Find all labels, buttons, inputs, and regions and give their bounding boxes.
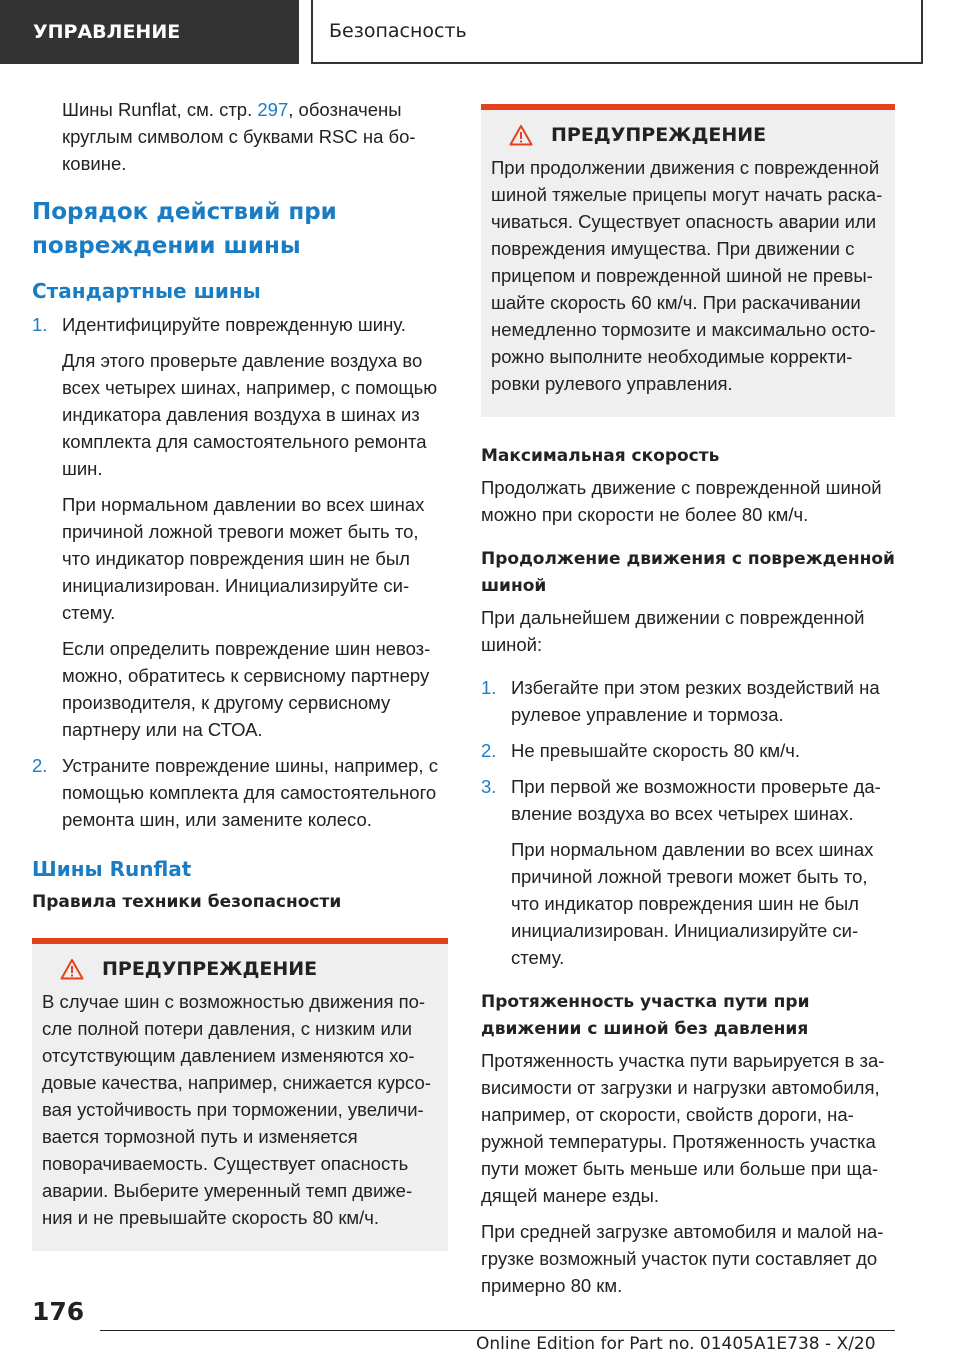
- warning-text: При продолжении движения с поврежденной шиной тяжелые прицепы могут начать раска‐чиваться. Существует опасность аварии или повреждения имущества. При движении с прицепом и поврежденной шиной не превы‐шайте скорость 60 км/ч. При раскачивании немедленно тормозите и максимально осто‐рожно выполните необходимые корректи‐ровки рулевого управления.: [491, 157, 883, 394]
- list-number: 2.: [481, 740, 497, 761]
- list-item: [481, 773, 895, 971]
- heading-tire-damage: Порядок действий при повреждении шины: [32, 199, 337, 259]
- list-number: 1.: [32, 314, 48, 335]
- list-item: [32, 311, 448, 743]
- footer-divider: [100, 1330, 895, 1331]
- warning-title: [491, 124, 885, 146]
- range-text: При средней загрузке автомобиля и малой на‐грузке возможный участок пути составляет до примерно 80 км.: [481, 1221, 884, 1296]
- list-item: [32, 752, 448, 833]
- step-text: Устраните повреждение шины, например, с помощью комплекта для самостоятельного ремонта шин, или замените колесо.: [62, 755, 438, 830]
- warning-title: [42, 958, 438, 980]
- runflat-intro: Шины Runflat, см. стр. 297, обозначены круглым символом с буквами RSC на бо‐ковине.: [62, 99, 416, 174]
- list-number: 3.: [481, 776, 497, 797]
- warning-box: [32, 938, 448, 1251]
- section-header: УПРАВЛЕНИЕ: [0, 0, 299, 64]
- range-text: Протяженность участка пути варьируется в за‐висимости от загрузки и нагрузки автомобиля, например, от скорости, свойств дороги, на‐ружной температуры. Протяженность участка пути может быть меньше или больше при ща‐дящей манере езды.: [481, 1050, 885, 1206]
- page-link[interactable]: 297: [257, 99, 289, 120]
- max-speed-text: Продолжать движение с поврежденной шиной можно при скорости не более 80 км/ч.: [481, 477, 882, 525]
- list-number: 2.: [32, 755, 48, 776]
- step-text: При первой же возможности проверьте да‐вление воздуха во всех четырех шинах.: [511, 776, 881, 824]
- continue-steps: [481, 674, 895, 971]
- footer-edition: Online Edition for Part no. 01405A1E738 - X/20: [476, 1334, 876, 1354]
- page-number: 176: [32, 1297, 85, 1326]
- warning-text: В случае шин с возможностью движения по‐сле полной потери давления, с низким или отсутствующим давлением изменяются хо‐довые качества, например, снижается курсо‐вая устойчивость при торможении, увеличи‐вается тормозной путь и изменяется поворачиваемость. Существует опасность аварии. Выберите умеренный темп движе‐ния и не превышайте скорость 80 км/ч.: [42, 991, 431, 1228]
- heading-safety-rules: Правила техники безопасности: [32, 892, 342, 912]
- heading-range: Протяженность участка пути при движении с шиной без давления: [481, 992, 810, 1039]
- warning-triangle-icon: [60, 958, 84, 980]
- warning-box: [481, 104, 895, 417]
- chapter-header: Безопасность: [311, 0, 923, 64]
- continue-text: При дальнейшем движении с поврежденной шиной:: [481, 607, 865, 655]
- step-text: Не превышайте скорость 80 км/ч.: [511, 740, 801, 761]
- heading-runflat: Шины Runflat: [32, 857, 192, 881]
- step-text: При нормальном давлении во всех шинах причиной ложной тревоги может быть то, что индикатор повреждения шин не был инициализирован. Инициализируйте си‐стему.: [511, 839, 874, 968]
- step-text: Если определить повреждение шин невоз‐можно, обратитесь к сервисному партнеру производителя, к другому сервисному партнеру или на СТОА.: [62, 638, 431, 740]
- left-column: [32, 96, 448, 1251]
- step-text: При нормальном давлении во всех шинах причиной ложной тревоги может быть то, что индикатор повреждения шин не был инициализирован. Инициализируйте си‐стему.: [62, 494, 425, 623]
- warning-label: ПРЕДУПРЕЖДЕНИЕ: [102, 958, 318, 980]
- warning-triangle-icon: [509, 124, 533, 146]
- heading-standard-tires: Стандартные шины: [32, 279, 261, 303]
- step-text: Избегайте при этом резких воздействий на рулевое управление и тормоза.: [511, 677, 880, 725]
- heading-max-speed: Максимальная скорость: [481, 446, 720, 466]
- standard-steps: [32, 311, 448, 833]
- right-column: [481, 104, 895, 1299]
- step-text: Для этого проверьте давление воздуха во всех четырех шинах, например, с помощью индикатора давления воздуха в шинах из комплекта для самостоятельного ремонта шин.: [62, 350, 438, 479]
- list-item: [481, 674, 895, 728]
- list-number: 1.: [481, 677, 497, 698]
- heading-continue-driving: Продолжение движения с поврежденной шиной: [481, 549, 895, 596]
- warning-label: ПРЕДУПРЕЖДЕНИЕ: [551, 124, 767, 146]
- step-text: Идентифицируйте поврежденную шину.: [62, 314, 406, 335]
- list-item: [481, 737, 895, 764]
